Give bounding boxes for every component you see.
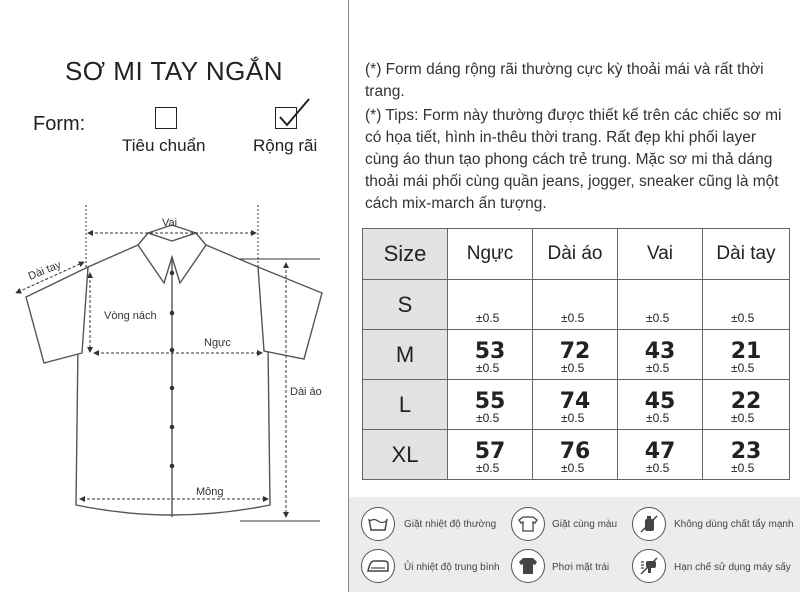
care-instructions bbox=[349, 497, 800, 592]
value-cell: 76 bbox=[559, 439, 591, 464]
tolerance: ±0.5 bbox=[731, 461, 755, 475]
table-row bbox=[363, 280, 790, 330]
left-panel bbox=[0, 0, 348, 592]
tolerance: ±0.5 bbox=[646, 411, 670, 425]
value-cell: 55 bbox=[474, 389, 506, 414]
tolerance: ±0.5 bbox=[561, 461, 585, 475]
size-cell: S bbox=[363, 280, 448, 330]
value-cell: 57 bbox=[474, 439, 506, 464]
value-cell: 53 bbox=[474, 339, 506, 364]
shirt-diagram bbox=[0, 195, 348, 535]
table-row bbox=[363, 430, 790, 480]
care-text: Phơi mặt trái bbox=[552, 562, 610, 573]
value-cell: 23 bbox=[730, 439, 762, 464]
tolerance: ±0.5 bbox=[731, 361, 755, 375]
tolerance: ±0.5 bbox=[561, 311, 585, 325]
tolerance: ±0.5 bbox=[476, 461, 500, 475]
label-vai: Vai bbox=[162, 217, 178, 229]
header-dai-ao: Dài áo bbox=[533, 229, 618, 280]
table-header-row bbox=[363, 229, 790, 280]
tolerance: ±0.5 bbox=[646, 361, 670, 375]
size-cell: L bbox=[363, 380, 448, 430]
label-dai-ao: Dài áo bbox=[290, 386, 322, 398]
table-row bbox=[363, 380, 790, 430]
page-title: SƠ MI TAY NGẮN bbox=[64, 56, 284, 86]
dry-inside-out-icon bbox=[511, 549, 545, 583]
label-standard: Tiêu chuẩn bbox=[122, 136, 206, 155]
tolerance: ±0.5 bbox=[561, 411, 585, 425]
label-loose: Rộng rãi bbox=[253, 136, 318, 155]
size-cell: M bbox=[363, 330, 448, 380]
note-form: (*) Form dáng rộng rãi thường cực kỳ thoải mái và rất thời trang. bbox=[365, 61, 764, 100]
tolerance: ±0.5 bbox=[476, 311, 500, 325]
no-dryer-icon bbox=[632, 549, 666, 583]
value-cell: 45 bbox=[644, 389, 676, 414]
value-cell: 74 bbox=[559, 389, 591, 414]
tolerance: ±0.5 bbox=[561, 361, 585, 375]
value-cell: 47 bbox=[644, 439, 676, 464]
checkbox-standard[interactable] bbox=[155, 107, 177, 129]
tolerance: ±0.5 bbox=[476, 361, 500, 375]
form-label: Form: bbox=[33, 113, 86, 135]
tolerance: ±0.5 bbox=[646, 461, 670, 475]
table-row bbox=[363, 330, 790, 380]
no-bleach-icon bbox=[632, 507, 666, 541]
care-text: Hạn chế sử dụng máy sấy bbox=[674, 562, 791, 573]
tolerance: ±0.5 bbox=[731, 411, 755, 425]
value-cell: 72 bbox=[559, 339, 591, 364]
right-panel bbox=[349, 0, 800, 592]
header-dai-tay: Dài tay bbox=[703, 229, 790, 280]
note-tips: (*) Tips: Form này thường được thiết kế trên các chiếc sơ mi có họa tiết, hình in-thêu thời trang. Rất đẹp khi phối layer cùng áo thun tạo phong cách trẻ trung. Mặc sơ mi thả dáng thoải mái phối cùng quần jeans, jogger, sneaker cũng là một cách mix-march ấn tượng. bbox=[365, 107, 782, 212]
value-cell: 21 bbox=[730, 339, 762, 364]
value-cell: 43 bbox=[644, 339, 676, 364]
label-mong: Mông bbox=[196, 486, 224, 498]
header-vai: Vai bbox=[618, 229, 703, 280]
care-text: Ủi nhiệt độ trung bình bbox=[404, 562, 500, 573]
color-wash-icon bbox=[511, 507, 545, 541]
header-size: Size bbox=[363, 229, 448, 280]
label-vong-nach: Vòng nách bbox=[104, 310, 157, 322]
care-text: Giặt nhiệt độ thường bbox=[404, 519, 497, 530]
size-table bbox=[362, 228, 790, 480]
care-text: Không dùng chất tẩy mạnh bbox=[674, 519, 794, 530]
tolerance: ±0.5 bbox=[646, 311, 670, 325]
label-nguc: Ngực bbox=[204, 337, 231, 349]
care-text: Giặt cùng màu bbox=[552, 519, 618, 530]
checkmark-icon bbox=[276, 97, 312, 131]
iron-icon bbox=[361, 549, 395, 583]
tolerance: ±0.5 bbox=[731, 311, 755, 325]
header-nguc: Ngực bbox=[448, 229, 533, 280]
wash-icon bbox=[361, 507, 395, 541]
tolerance: ±0.5 bbox=[476, 411, 500, 425]
label-dai-tay: Dài tay bbox=[26, 258, 63, 283]
size-cell: XL bbox=[363, 430, 448, 480]
value-cell: 22 bbox=[730, 389, 762, 414]
